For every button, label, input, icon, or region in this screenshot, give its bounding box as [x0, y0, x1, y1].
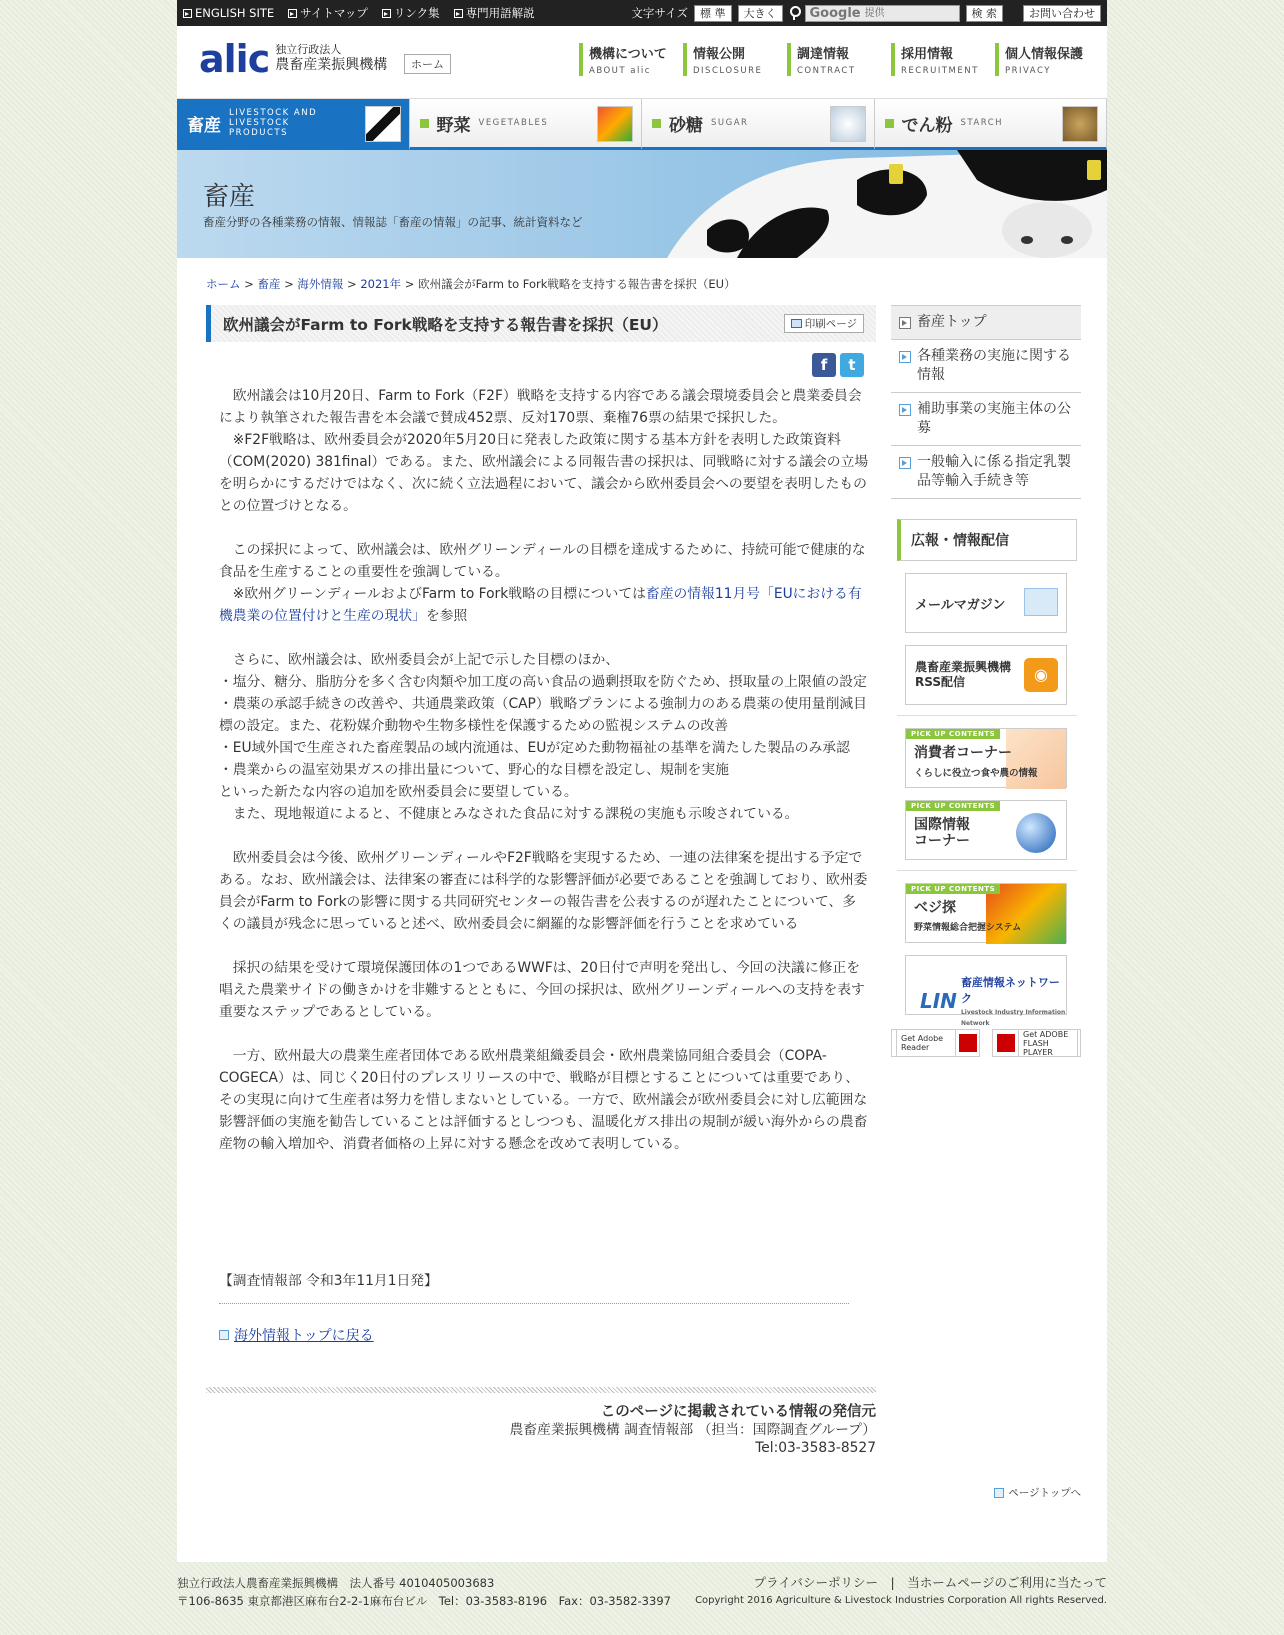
arrow-icon	[288, 9, 297, 18]
tab-sub: SUGAR	[711, 117, 749, 128]
logo[interactable]	[199, 37, 388, 81]
hero-title: 畜産	[203, 182, 256, 212]
source-info	[509, 1403, 876, 1457]
glossary-link[interactable]	[454, 5, 535, 21]
sugar-thumbnail	[830, 106, 866, 142]
footer-right	[695, 1574, 1107, 1610]
arrow-icon	[219, 1330, 229, 1340]
page	[177, 0, 1107, 1635]
pin-icon	[789, 6, 799, 20]
divider	[897, 870, 1077, 871]
sidebar-item-subsidy[interactable]: 補助事業の実施主体の公募	[891, 393, 1081, 446]
article-body	[219, 385, 869, 1155]
copyright: Copyright 2016 Agriculture & Livestock Industries Corporation All rights Reserved.	[695, 1595, 1107, 1606]
pick-label: PICK UP CONTENTS	[906, 801, 1000, 811]
header	[177, 26, 1107, 98]
org-type: 独立行政法人	[275, 43, 342, 57]
lin-logo: LIN 畜産情報ネットワーク Livestock Industry Information Network	[920, 976, 1066, 1027]
tab-label: 野菜	[436, 115, 471, 136]
breadcrumb-livestock[interactable]: 畜産	[257, 277, 281, 291]
arrow-icon	[885, 119, 894, 128]
arrow-icon	[652, 119, 661, 128]
font-large-button[interactable]: 大きく	[738, 5, 783, 22]
source-tel: Tel:03-3583-8527	[755, 1440, 876, 1456]
tab-sub: STARCH	[960, 117, 1004, 128]
adobe-reader-button[interactable]	[891, 1029, 980, 1057]
pagetop-label: ページトップへ	[1008, 1487, 1081, 1499]
sidebar	[891, 305, 1081, 1057]
divider	[897, 715, 1077, 716]
nav-label: 個人情報保護	[1005, 47, 1084, 62]
sidebar-item-top[interactable]: 畜産トップ	[891, 305, 1081, 340]
international-corner-banner[interactable]	[905, 800, 1067, 860]
consumer-corner-banner[interactable]	[905, 728, 1067, 788]
potato-thumbnail	[1062, 106, 1098, 142]
logo-mark: alic	[199, 37, 270, 81]
divider	[219, 1303, 849, 1304]
divider	[206, 1387, 876, 1393]
terms-link[interactable]: 当ホームページのご利用に当たって	[907, 1575, 1107, 1590]
tab-starch[interactable]	[875, 99, 1108, 150]
share-buttons	[812, 353, 864, 377]
home-button[interactable]: ホーム	[404, 54, 451, 74]
nav-label: 採用情報	[901, 47, 954, 62]
nav-sub: PRIVACY	[1005, 66, 1051, 76]
page-top-link[interactable]	[994, 1485, 1081, 1500]
search-button[interactable]: 検 索	[966, 5, 1004, 22]
breadcrumb-year[interactable]: 2021年	[360, 277, 402, 291]
source-org: 農畜産業振興機構 調査情報部 （担当：国際調査グループ）	[509, 1422, 876, 1438]
hero-banner	[177, 150, 1107, 258]
flash-icon	[997, 1034, 1015, 1052]
text: ※欧州グリーンディールおよびFarm to Fork戦略の目標については	[219, 586, 646, 602]
english-site-link[interactable]	[183, 5, 274, 21]
paragraph: さらに、欧州議会は、欧州委員会が上記で示した目標のほか、 ・塩分、糖分、脂肪分を多く含む肉類や加工度の高い食品の過剰摂取を防ぐため、摂取量の上限値の設定 ・農薬の承認手続きの改善や、共通農業政策（CAP）戦略プランによる強制力のある農薬の使用量削減目標の設定。また、花粉媒介動物や生物多様性を保護するための監視システムの改善 ・EU域外国で生産された畜産製品の域内流通は、EUが定めた動物福祉の基準を満たした製品のみ承認 ・農業からの温室効果ガスの排出量について、野心的な目標を設定し、規制を実施 といった新たな内容の追加を欧州委員会に要望している。 また、現地報道によると、不健康とみなされた食品に対する課税の実施も示唆されている。 欧州委員会は今後、欧州グリーンディールやF2F戦略を実現するため、一連の法律案を提出する予定である。なお、欧州議会は、法律案の審査には科学的な影響評価が必要であることを強調しており、欧州委員会がFarm to Forkの影響に関する共同研究センターの報告書を公表するのが遅れたことについて、多くの議員が残念に思っていると述べ、欧州委員会に網羅的な影響評価を行うことを求めている 採択の結果を受けて環境保護団体の1つであるWWFは、20日付で声明を発出し、今回の決議に修正を唱えた農業サイドの働きかけを非難するとともに、今回の採択は、欧州グリーンディールへの支持を表す重要なステップであるとしている。 一方、欧州最大の農業生産者団体である欧州農業組織委員会・欧州農業協同組合委員会（COPA-COGECA）は、同じく20日付のプレスリリースの中で、戦略が目標とすることについては重要であり、その実現に向けて生産者は努力を惜しまないとしている。一方で、欧州議会が欧州委員会に対し広範囲な影響評価の実施を勧告していることは評価するとしつつも、温暖化ガス排出の規制が緩い海外からの農畜産物の輸入増加や、消費者価格の上昇に対する懸念を改めて表明している。	[219, 652, 868, 1152]
nav-contract[interactable]	[787, 43, 877, 76]
breadcrumb-current: 欧州議会がFarm to Fork戦略を支持する報告書を採択（EU）	[418, 277, 736, 291]
pr-heading: 広報・情報配信	[897, 519, 1077, 561]
nav-disclosure[interactable]	[683, 43, 773, 76]
link-label: リンク集	[393, 6, 440, 20]
mail-magazine-banner[interactable]	[905, 573, 1067, 633]
plugin-links	[891, 1029, 1081, 1057]
print-label: 印刷ページ	[804, 318, 857, 330]
links-link[interactable]	[382, 5, 440, 21]
tab-vegetables[interactable]	[410, 99, 643, 150]
link-label: サイトマップ	[300, 6, 368, 20]
mail-icon	[1024, 588, 1058, 616]
nav-sub: ABOUT alic	[589, 66, 651, 76]
breadcrumb-home[interactable]: ホーム	[206, 277, 241, 291]
google-logo: Google	[809, 5, 861, 21]
side-nav	[891, 305, 1081, 499]
privacy-link[interactable]: プライバシーポリシー	[753, 1575, 879, 1590]
tab-sugar[interactable]	[642, 99, 875, 150]
department-note: 【調査情報部 令和3年11月1日発】	[219, 1273, 438, 1289]
arrow-icon	[382, 9, 391, 18]
banner-label: 国際情報 コーナー	[914, 817, 970, 849]
paragraph	[219, 583, 869, 627]
arrow-icon	[183, 9, 192, 18]
lin-sub: Livestock Industry Information Network	[960, 1009, 1066, 1027]
top-bar	[177, 0, 1107, 26]
lin-network-banner[interactable]	[905, 955, 1067, 1027]
nav-privacy[interactable]	[995, 43, 1085, 76]
cow-image	[627, 150, 1107, 258]
sidebar-item-business[interactable]: 各種業務の実施に関する情報	[891, 340, 1081, 393]
vegetable-thumbnail	[597, 106, 633, 142]
nav-about[interactable]	[579, 43, 669, 76]
link-label: ENGLISH SITE	[195, 6, 275, 20]
tab-sub: LIVESTOCK AND LIVESTOCK PRODUCTS	[229, 107, 318, 139]
back-label: 海外情報トップに戻る	[234, 1328, 374, 1344]
twitter-icon[interactable]: t	[840, 353, 864, 377]
banner-label: ベジ探	[914, 900, 956, 916]
arrow-up-icon	[994, 1488, 1004, 1498]
print-button[interactable]	[784, 314, 864, 333]
banner-sub: くらしに役立つ食や農の情報	[914, 768, 1038, 779]
pick-label: PICK UP CONTENTS	[906, 884, 1000, 894]
breadcrumb: ホーム > 畜産 > 海外情報 > 2021年 > 欧州議会がFarm to Fork戦略を支持する報告書を採択（EU）	[206, 277, 736, 291]
search-input[interactable]	[805, 5, 960, 22]
tab-label: 畜産	[187, 115, 221, 136]
global-nav	[579, 43, 1085, 76]
footer-address: 〒106-8635 東京都港区麻布台2-2-1麻布台ビル Tel：03-3583-8196 Fax：03-3582-3397	[177, 1594, 671, 1608]
paragraph: 欧州議会は10月20日、Farm to Fork（F2F）戦略を支持する内容である議会環境委員会と農業委員会により執筆された報告書を本会議で賛成452票、反対170票、棄権76票の結果で採択した。 ※F2F戦略は、欧州委員会が2020年5月20日に発表した政策に関する基本方針を表明した政策資料（COM(2020) 381final）である。また、欧州議会による同報告書の採択は、同戦略に対する議会の立場を明らかにするだけではなく、次に続く立法過程において、議会から欧州委員会への要望を表明したものとの位置づけとなる。 この採択によって、欧州議会は、欧州グリーンディールの目標を達成するために、持続可能で健康的な食品を生産することの重要性を強調している。	[219, 388, 869, 580]
title-text: 欧州議会がFarm to Fork戦略を支持する報告書を採択（EU）	[223, 315, 668, 334]
arrow-icon	[454, 9, 463, 18]
printer-icon	[791, 319, 802, 328]
article	[206, 305, 876, 1456]
lin-name: 畜産情報ネットワーク	[960, 976, 1060, 1005]
banner-sub: 野菜情報総合把握システム	[914, 923, 1022, 933]
adobe-icon	[959, 1034, 977, 1052]
tab-livestock[interactable]	[177, 99, 410, 150]
facebook-icon[interactable]: f	[812, 353, 836, 377]
tab-label: でん粉	[901, 115, 953, 136]
category-tabs	[177, 98, 1107, 150]
hero-subtitle: 畜産分野の各種業務の情報、情報誌「畜産の情報」の記事、統計資料など	[203, 215, 583, 229]
source-title: このページに掲載されている情報の発信元	[600, 1404, 876, 1420]
font-size-label: 文字サイズ	[631, 6, 688, 20]
breadcrumb-overseas[interactable]: 海外情報	[297, 277, 344, 291]
nav-sub: DISCLOSURE	[693, 66, 763, 76]
banner-label: メールマガジン	[915, 598, 1006, 613]
nav-label: 調達情報	[797, 47, 850, 62]
rss-icon: ◉	[1024, 658, 1058, 692]
tab-label: 砂糖	[669, 115, 703, 136]
cow-thumbnail	[365, 106, 401, 142]
footer	[177, 1574, 1107, 1610]
contact-button[interactable]: お問い合わせ	[1023, 5, 1101, 22]
back-link[interactable]	[219, 1325, 374, 1345]
text: を参照	[425, 608, 468, 624]
banner-label: 消費者コーナー	[914, 745, 1012, 761]
tab-sub: VEGETABLES	[478, 117, 549, 128]
globe-icon	[1016, 813, 1056, 853]
magazine-link[interactable]: 畜産の情報11月号「EUにおける有機農業の位置付けと生産の現状」	[219, 586, 862, 624]
main-area	[177, 258, 1107, 1562]
page-title	[206, 305, 876, 342]
footer-links: プライバシーポリシー | 当ホームページのご利用に当たって	[753, 1575, 1107, 1590]
arrow-icon	[420, 119, 429, 128]
nav-sub: CONTRACT	[797, 66, 856, 76]
plugin-label: Get ADOBE FLASH PLAYER	[1018, 1029, 1078, 1057]
pick-label: PICK UP CONTENTS	[906, 729, 1000, 739]
link-label: 専門用語解説	[465, 6, 535, 20]
banner-label: 農畜産業振興機構 RSS配信	[915, 660, 1012, 689]
nav-label: 機構について	[589, 47, 667, 62]
search-placeholder: 提供	[864, 7, 885, 19]
consumer-image	[1006, 729, 1066, 789]
font-standard-button[interactable]: 標 準	[694, 5, 732, 22]
org-name: 農畜産業振興機構	[275, 57, 388, 74]
footer-org: 独立行政法人農畜産業振興機構 法人番号 4010405003683	[177, 1576, 495, 1590]
nav-recruitment[interactable]	[891, 43, 981, 76]
sidebar-item-import[interactable]: 一般輸入に係る指定乳製品等輸入手続き等	[891, 446, 1081, 499]
plugin-label: Get Adobe Reader	[896, 1029, 956, 1057]
flash-player-button[interactable]	[992, 1029, 1081, 1057]
vegetable-system-banner[interactable]	[905, 883, 1067, 943]
nav-sub: RECRUITMENT	[901, 66, 979, 76]
rss-banner[interactable]	[905, 645, 1067, 705]
sitemap-link[interactable]	[288, 5, 368, 21]
logo-text	[275, 43, 387, 74]
nav-label: 情報公開	[693, 47, 746, 62]
